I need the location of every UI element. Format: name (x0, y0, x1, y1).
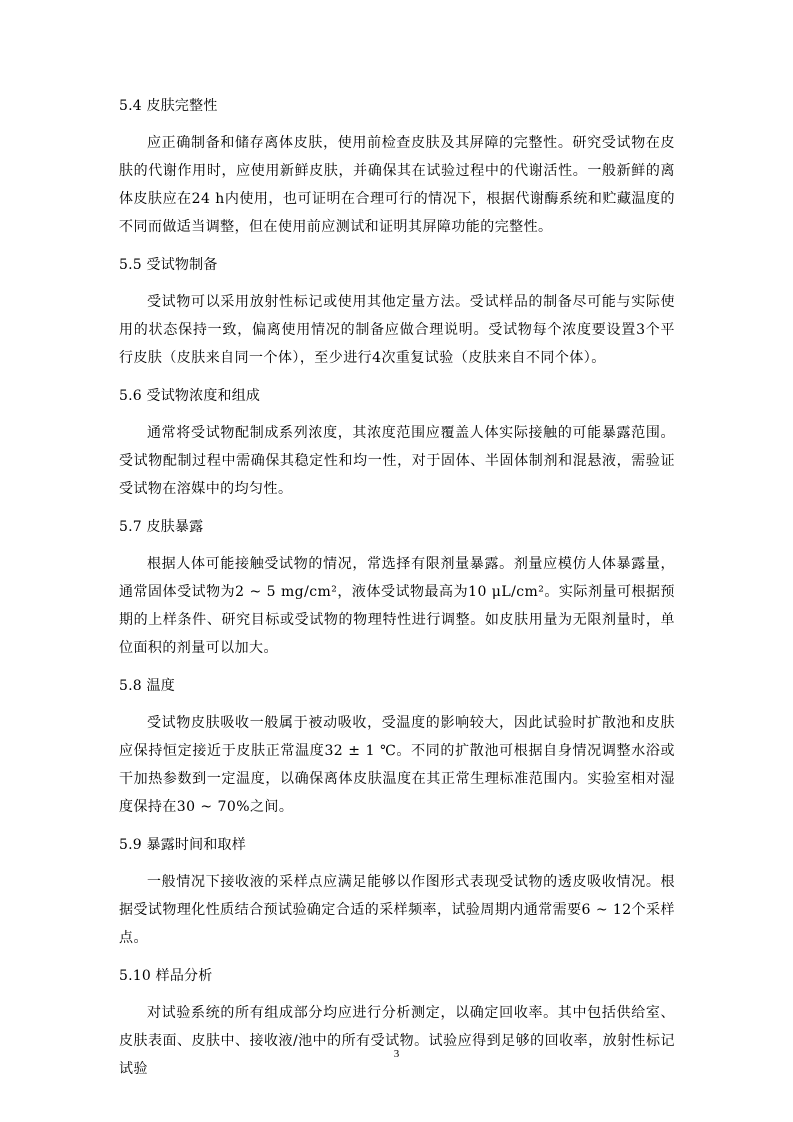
section-5-10 (119, 965, 675, 1083)
section-paragraph: 对试验系统的所有组成部分均应进行分析测定，以确定回收率。其中包括供给室、皮肤表面、皮肤中、接收液/池中的所有受试物。试验应得到足够的回收率，放射性标记试验 (119, 1005, 675, 1077)
section-paragraph: 应正确制备和储存离体皮肤，使用前检查皮肤及其屏障的完整性。研究受试物在皮肤的代谢作用时，应使用新鲜皮肤，并确保其在试验过程中的代谢活性。一般新鲜的离体皮肤应在24 h内使用，也可证明在合理可行的情况下，根据代谢酶系统和贮藏温度的不同而做适当调整，但在使用前应测试和证明其屏障功能的完整性。 (119, 135, 675, 235)
section-5-5 (119, 254, 675, 372)
section-paragraph: 通常将受试物配制成系列浓度，其浓度范围应覆盖人体实际接触的可能暴露范围。受试物配制过程中需确保其稳定性和均一性，对于固体、半固体制剂和混悬液，需验证受试物在溶媒中的均匀性。 (119, 425, 675, 497)
section-5-7 (119, 516, 675, 662)
section-heading: 5.4 皮肤完整性 (119, 98, 218, 114)
section-heading: 5.7 皮肤暴露 (119, 519, 204, 535)
section-paragraph: 受试物可以采用放射性标记或使用其他定量方法。受试样品的制备尽可能与实际使用的状态保持一致，偏离使用情况的制备应做合理说明。受试物每个浓度要设置3个平行皮肤（皮肤来自同一个体），至少进行4次重复试验（皮肤来自不同个体）。 (119, 294, 675, 366)
page-content (119, 95, 675, 1096)
section-heading: 5.9 暴露时间和取样 (119, 837, 246, 853)
section-5-6 (119, 385, 675, 503)
section-paragraph: 根据人体可能接触受试物的情况，常选择有限剂量暴露。剂量应模仿人体暴露量，通常固体受试物为2 ~ 5 mg/cm²，液体受试物最高为10 μL/cm²。实际剂量可根据预期的上样条件、研究目标或受试物的物理特性进行调整。如皮肤用量为无限剂量时，单位面积的剂量可以加大。 (119, 556, 675, 656)
section-heading: 5.8 温度 (119, 678, 175, 694)
section-heading: 5.6 受试物浓度和组成 (119, 388, 261, 404)
section-heading: 5.5 受试物制备 (119, 257, 218, 273)
section-5-9 (119, 834, 675, 952)
section-5-8 (119, 675, 675, 821)
section-heading: 5.10 样品分析 (119, 968, 213, 984)
page-number: 3 (393, 1048, 400, 1060)
section-5-4 (119, 95, 675, 241)
section-paragraph: 受试物皮肤吸收一般属于被动吸收，受温度的影响较大，因此试验时扩散池和皮肤应保持恒定接近于皮肤正常温度32 ± 1 ℃。不同的扩散池可根据自身情况调整水浴或干加热参数到一定温度，以确保离体皮肤温度在其正常生理标准范围内。实验室相对湿度保持在30 ~ 70%之间。 (119, 715, 675, 815)
section-paragraph: 一般情况下接收液的采样点应满足能够以作图形式表现受试物的透皮吸收情况。根据受试物理化性质结合预试验确定合适的采样频率，试验周期内通常需要6 ~ 12个采样点。 (119, 874, 675, 946)
